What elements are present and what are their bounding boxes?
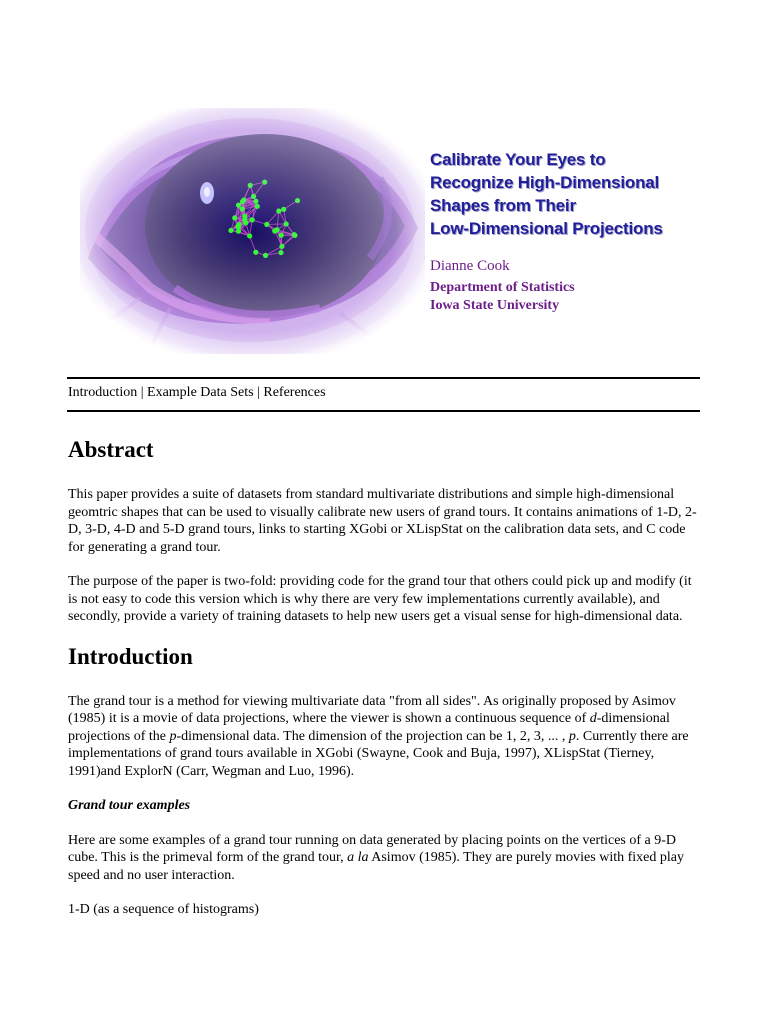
nav-bottom-divider — [67, 410, 700, 412]
introduction-paragraph-3: 1-D (as a sequence of histograms) — [68, 902, 259, 917]
banner-affiliation-university: Iowa State University — [430, 298, 560, 313]
nav-link-introduction[interactable]: Introduction — [68, 385, 138, 400]
abstract-paragraph-1: This paper provides a suite of datasets from standard multivariate distributions and simple high-dimensional geomtric shapes that can be used to visually calibrate new users of grand tours. It contains animations of 1-D, 2-D, 3-D, 4-D and 5-D grand tours, links to starting XGobi or XLispStat on the calibration data sets, and C code for generating a grand tour. — [68, 487, 697, 555]
article-body — [68, 436, 704, 936]
abstract-paragraph-2: The purpose of the paper is two-fold: providing code for the grand tour that others could pick up and modify (it is not easy to code this version which is why there are very few implementations currently available), and secondly, provide a variety of training datasets to help new users get a visual sense for high-dimensional data. — [68, 574, 692, 624]
banner-title-line-1: Calibrate Your Eyes to — [430, 150, 606, 169]
abstract-heading: Abstract — [68, 437, 154, 462]
introduction-heading: Introduction — [68, 643, 193, 669]
banner-title-line-2: Recognize High-Dimensional — [430, 173, 660, 192]
banner-affiliation-department: Department of Statistics — [430, 280, 575, 295]
introduction-paragraph-1: The grand tour is a method for viewing multivariate data "from all sides". As originally proposed by Asimov (1985) it is a movie of data projections, where the viewer is shown a continuous sequence of d-dimensional projections of the p-dimensional data. The dimension of the projection can be 1, 2, 3, ... , p. Currently there are implementations of grand tours available in XGobi (Swayne, Cook and Buja, 1997), XLispStat (Tierney, 1991)and ExplorN (Carr, Wegman and Luo, 1996). — [68, 693, 689, 779]
banner-title-line-3: Shapes from Their — [430, 196, 576, 215]
eye-illustration — [80, 108, 425, 354]
banner-title-line-4: Low-Dimensional Projections — [430, 219, 663, 238]
section-nav — [68, 385, 326, 401]
nav-top-divider — [67, 377, 700, 379]
nav-separator: | — [137, 385, 148, 400]
grand-tour-examples-heading: Grand tour examples — [68, 798, 191, 813]
nav-separator: | — [253, 385, 264, 400]
banner — [80, 108, 700, 354]
introduction-paragraph-2: Here are some examples of a grand tour running on data generated by placing points on the vertices of a 9-D cube. This is the primeval form of the grand tour, a la Asimov (1985). They are purely movies with fixed play speed and no user interaction. — [68, 832, 684, 883]
nav-link-references[interactable]: References — [263, 385, 326, 400]
nav-link-example-data-sets[interactable]: Example Data Sets — [147, 385, 254, 400]
banner-author: Dianne Cook — [430, 258, 510, 274]
